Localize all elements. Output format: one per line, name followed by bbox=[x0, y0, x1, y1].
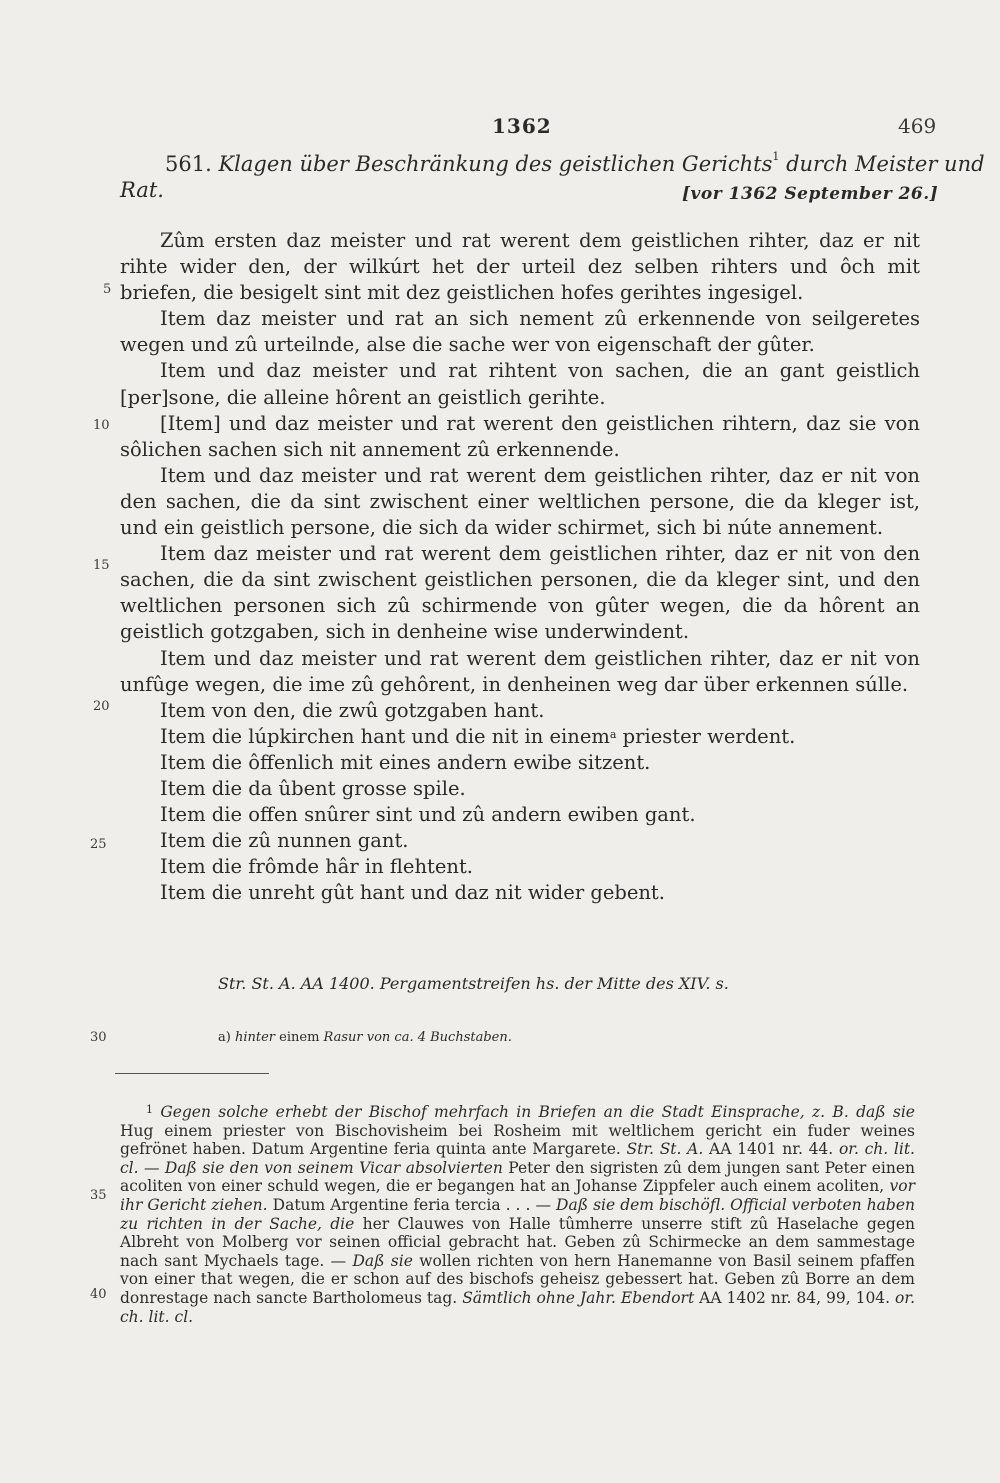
paragraph: Item daz meister und rat werent dem geistlichen rihter, daz er nit von den sachen, die da sint zwischent geistlichen personen, die da kleger sint, und den weltlichen personen sich zû schirmende von gûter wegen, die da hôrent an geistlich gotzgaben, sich in denheine wise underwindent. bbox=[120, 542, 920, 644]
footnote-text: Daß sie den von seinem Vicar absolvierten bbox=[164, 1158, 503, 1177]
footnote-text: or. ch. lit. cl. bbox=[120, 1288, 915, 1326]
paragraph: Item und daz meister und rat werent dem geistlichen rihter, daz er nit von den sachen, die da sint zwischent einer weltlichen persone, die da kleger ist, und ein geistlich persone, die sich da wider schirmet, sich bi núte annement. bbox=[120, 463, 920, 540]
source-citation: Str. St. A. AA 1400. Pergamentstreifen hs. der Mitte des XIV. s. bbox=[218, 974, 729, 993]
paragraph: [Item] und daz meister und rat werent den geistlichen rihtern, daz sie von sôlichen sachen sich nit annement zû erkennende. bbox=[120, 411, 920, 461]
item-line: Item die unreht gût hant und daz nit wider gebent. bbox=[160, 881, 665, 905]
page-year: 1362 bbox=[492, 114, 552, 138]
item-line: Item die frômde hâr in flehtent. bbox=[160, 855, 473, 879]
item-line: Item die lúpkirchen hant und die nit in einem$^a$ priester werdent. bbox=[160, 724, 796, 748]
line-number: 20 bbox=[93, 699, 110, 714]
footnote-text: AA 1402 nr. 84, 99, 104. bbox=[694, 1288, 896, 1307]
line-number: 40 bbox=[90, 1287, 107, 1302]
title-text-end: durch Meister und bbox=[786, 152, 985, 176]
line-number: 35 bbox=[90, 1188, 107, 1203]
footnote-text: or. ch. lit. cl. bbox=[120, 1140, 915, 1177]
paragraph: Item und daz meister und rat rihtent von sachen, die an gant geistlich [per]sone, die alleine hôrent an geistlich gerihte. bbox=[120, 359, 920, 409]
item-line: Item die da ûbent grosse spile. bbox=[160, 776, 466, 800]
line-number: 15 bbox=[93, 558, 110, 573]
line-number: 25 bbox=[90, 837, 107, 852]
footnote-text: Gegen solche erhebt der Bischof mehrfach in Briefen an die Stadt Einsprache, z. B. daß sie bbox=[160, 1103, 915, 1121]
title-continuation: Rat. bbox=[120, 178, 164, 202]
item-line: Item die offen snûrer sint und zû andern ewiben gant. bbox=[160, 803, 696, 827]
footnote-marker: 1 bbox=[146, 1103, 153, 1116]
paragraph: Item daz meister und rat an sich nement zû erkennende von seilgeretes wegen und zû urteilnde, alse die sache wer von eigenschaft der gûter. bbox=[120, 307, 920, 357]
note-marker-a: a bbox=[609, 727, 617, 741]
footnote-text: Str. St. A. bbox=[626, 1140, 704, 1159]
paragraph: Zûm ersten daz meister und rat werent dem geistlichen rihter, daz er nit rihte wider den, der wilkúrt het der urteil dez selben rihters und ôch mit briefen, die besigelt sint mit dez geistlichen hofes gerihtes ingesigel. bbox=[120, 229, 920, 305]
line-number: 10 bbox=[93, 418, 110, 433]
item-line: Item die zû nunnen gant. bbox=[160, 829, 409, 853]
footnote-text: vor ihr Gericht ziehen. bbox=[120, 1177, 915, 1214]
item-line: Item von den, die zwû gotzgaben hant. bbox=[160, 698, 545, 722]
document-body bbox=[120, 228, 920, 906]
footnote-text: — bbox=[138, 1158, 165, 1177]
footnote-text: Peter den sigristen zû dem jungen sant Peter einen acoliten von einer schuld wegen, die er begangen hat an Johanse Zippfeler auch einem acoliten, bbox=[120, 1158, 915, 1196]
footnote-text: wollen richten von hern Hanemanne von Basil seinem pfaffen von einer that wegen, die er schon auf des bischofs geheisz gebessert hat. Geben zû Borre an dem donrestage nach sancte Bartholomeus tag. bbox=[120, 1251, 915, 1307]
footnote-divider bbox=[115, 1073, 269, 1074]
footnote-text: her Clauwes von Halle tûmherre unserre stift zû Haselache gegen Albreht von Molberg vor seinen official gebracht hat. Geben zû Schirmecke an dem sammestage nach sant Mychaels tage. — bbox=[120, 1214, 915, 1270]
title-footnote-ref: 1 bbox=[772, 150, 780, 163]
textual-note-a: a) hinter einem Rasur von ca. 4 Buchstaben. bbox=[218, 1030, 512, 1045]
footnote-text: Daß sie bbox=[352, 1251, 413, 1270]
footnote bbox=[120, 1103, 915, 1326]
paragraph: Item und daz meister und rat werent dem geistlichen rihter, daz er nit von unfûge wegen, die ime zû gehôrent, in denheinen weg dar über erkennen súlle. bbox=[120, 646, 920, 696]
item-line: Item die ôffenlich mit eines andern ewibe sitzent. bbox=[160, 750, 651, 774]
line-number: 5 bbox=[103, 282, 112, 297]
title-text: Klagen über Beschränkung des geistlichen Gerichts bbox=[218, 152, 773, 176]
document-number: 561. bbox=[165, 152, 212, 176]
line-number: 30 bbox=[90, 1030, 107, 1045]
footnote-text: Datum Argentine feria tercia . . . — bbox=[267, 1195, 557, 1214]
footnote-text: AA 1401 nr. 44. bbox=[703, 1140, 839, 1159]
footnote-text: Hug einem priester von Bischovisheim bei Rosheim mit weltlichem gericht ein fuder weines gefrönet haben. Datum Argentine feria quinta ante Margarete. bbox=[120, 1121, 915, 1159]
footnote-text: Daß sie dem bischöfl. Official verboten haben zu richten in der Sache, die bbox=[120, 1195, 915, 1233]
footnote-text: Sämtlich ohne Jahr. Ebendort bbox=[462, 1288, 695, 1307]
page-number: 469 bbox=[898, 114, 937, 138]
document-title bbox=[165, 152, 985, 176]
document-date: [vor 1362 September 26.] bbox=[682, 184, 939, 204]
